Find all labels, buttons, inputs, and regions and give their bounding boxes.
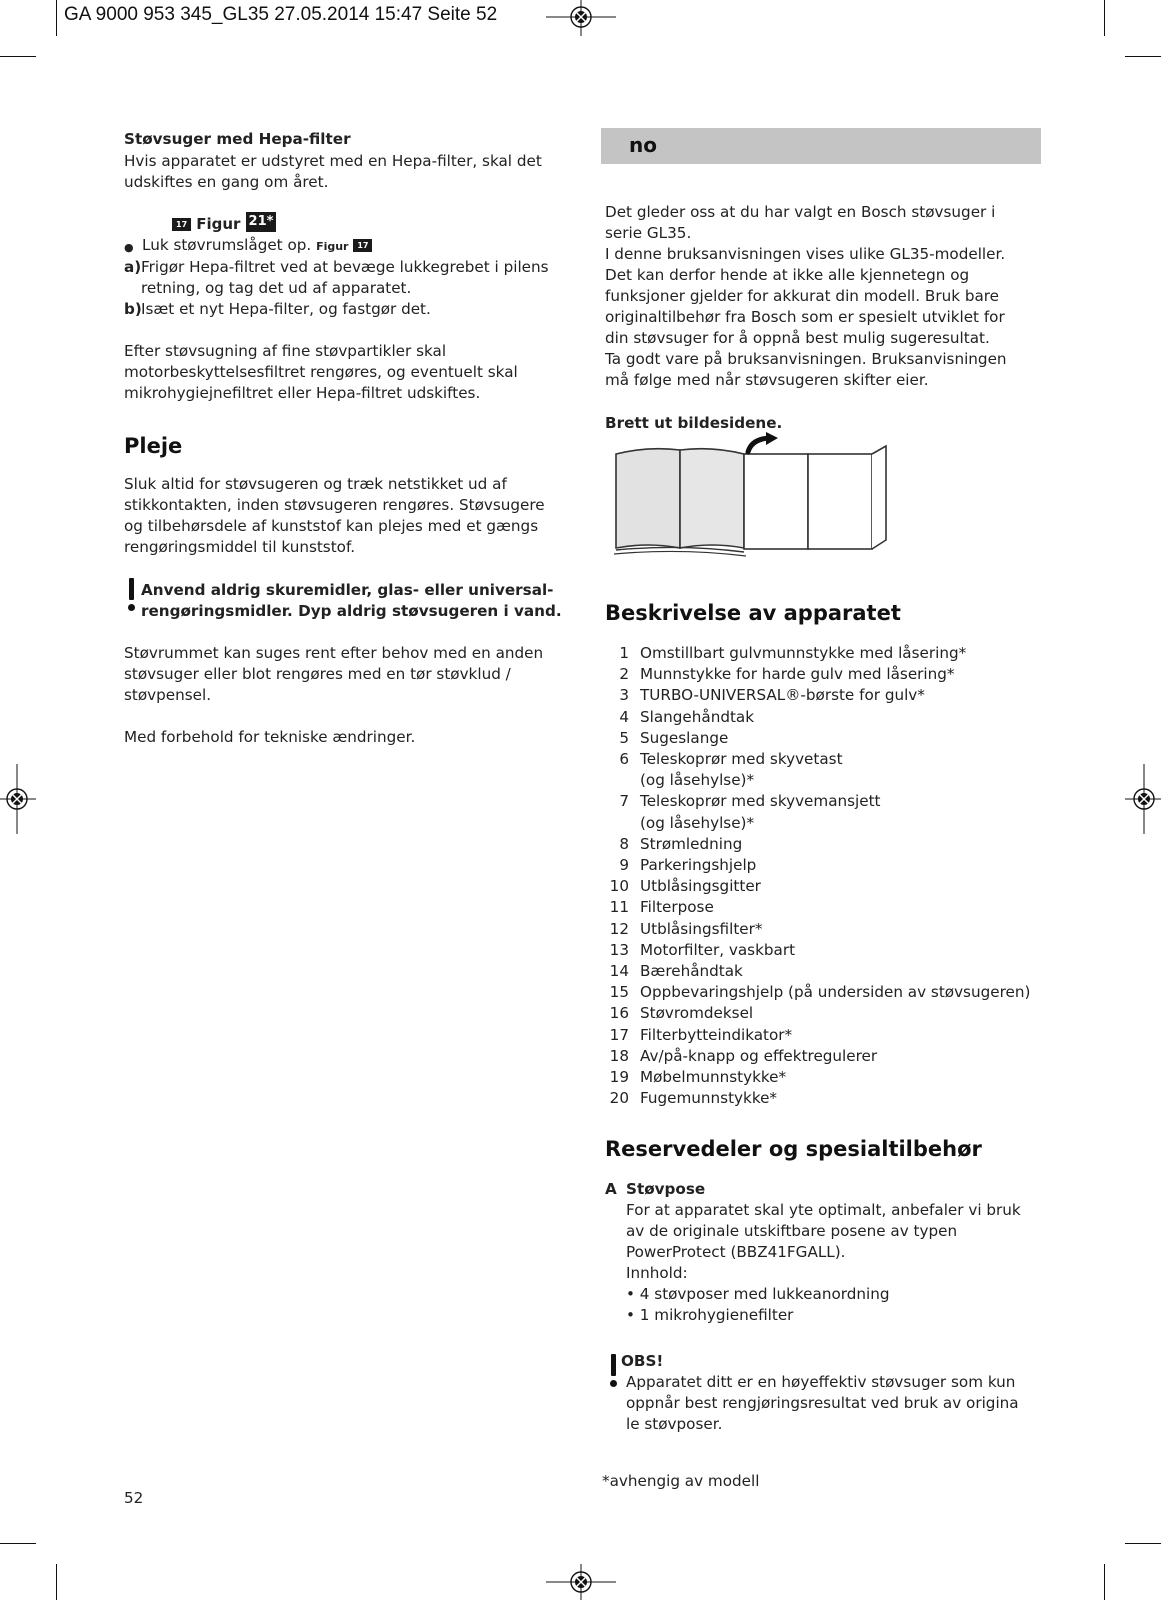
intro-line: I denne bruksanvisningen vises ulike GL35-modeller. [605, 245, 1006, 263]
after-text-line: mikrohygiejnefiltret eller Hepa-filtret udskiftes. [124, 384, 481, 402]
parts-list-text: Oppbevaringshjelp (på undersiden av støvsugeren) [640, 983, 1031, 1002]
parts-list-number: 7 [619, 792, 629, 811]
step-b-text: Isæt et nyt Hepa-filter, og fastgør det. [141, 300, 431, 318]
parts-list-text: Av/på-knapp og effektregulerer [640, 1046, 878, 1065]
figure-badge: 17 [172, 218, 191, 231]
obs-text-line: oppnår best rengjøringsresultat ved bruk av origina [626, 1394, 1019, 1412]
parts-list-number: 19 [609, 1068, 629, 1086]
parts-list-number: 6 [619, 750, 629, 768]
step-a-label: a) [124, 258, 142, 276]
parts-list-number: 3 [619, 686, 629, 705]
intro-line: serie GL35. [605, 224, 692, 242]
parts-list-item [605, 919, 763, 940]
parts-list-item [605, 643, 967, 664]
print-header: GA 9000 953 345_GL35 27.05.2014 15:47 Seite 52 [64, 4, 498, 25]
step-bullet: ● [124, 241, 134, 254]
crop-mark [0, 1543, 36, 1544]
parts-list-text: Strømledning [640, 834, 743, 853]
crop-mark [1104, 0, 1105, 36]
parts-list-item [605, 982, 1031, 1003]
parts-list-text: Fugemunnstykke* [640, 1089, 778, 1108]
parts-list-text: Parkeringshjelp [640, 856, 757, 874]
parts-list-item [605, 834, 743, 855]
parts-list-item [605, 685, 925, 706]
parts-list-item [605, 1003, 754, 1024]
parts-list-item [605, 707, 755, 728]
parts-list-text: Møbelmunnstykke* [640, 1068, 787, 1086]
parts-list-text: Støvromdeksel [640, 1004, 754, 1023]
parts-list-number: 10 [609, 877, 629, 896]
parts-list-item [605, 855, 757, 876]
language-code: no [629, 133, 657, 157]
after-text-line: motorbeskyttelsesfiltret rengøres, og eventuelt skal [124, 363, 518, 381]
figure-label: Figur [196, 215, 241, 233]
figure-label: Figur [316, 240, 349, 253]
parts-list-text: (og låsehylse)* [640, 813, 755, 832]
language-bar [601, 128, 1041, 164]
parts-list-text: Utblåsingsgitter [640, 877, 761, 896]
parts-list-number: 11 [609, 898, 629, 917]
parts-list-number: 13 [609, 940, 629, 959]
dust-text-line: Støvrummet kan suges rent efter behov med en anden [124, 644, 544, 662]
dust-text-line: støvsuger eller blot rengøres med en tør støvklud / [124, 665, 511, 683]
registration-mark-icon [1125, 764, 1161, 834]
intro-line: din støvsuger for å oppnå best mulig sugeresultat. [605, 329, 990, 347]
parts-list-item [605, 961, 743, 982]
parts-list-number: 14 [609, 962, 629, 980]
parts-list-number: 20 [609, 1089, 629, 1108]
step-text-label: Luk støvrumslåget op. [142, 236, 312, 254]
crop-mark [1125, 1543, 1161, 1544]
spare-text-line: • 4 støvposer med lukkeanordning [626, 1285, 890, 1303]
parts-list-text: Filterpose [640, 898, 714, 917]
step-a-text: retning, og tag det ud af apparatet. [141, 279, 412, 297]
spare-text-line: Innhold: [626, 1264, 688, 1282]
parts-list-text: Motorfilter, vaskbart [640, 940, 796, 959]
parts-list-item [605, 897, 714, 918]
intro-line: må følge med når støvsugeren skifter eier. [605, 371, 929, 389]
parts-list-item [605, 728, 729, 749]
parts-list-number: 17 [609, 1025, 629, 1044]
spare-item-title: Støvpose [626, 1180, 706, 1198]
parts-list-text: Bærehåndtak [640, 962, 743, 980]
footnote: *avhengig av modell [602, 1472, 760, 1490]
pleje-text-line: stikkontakten, inden støvsugeren rengøres. Støvsugere [124, 496, 545, 514]
parts-list-text: (og låsehylse)* [640, 771, 755, 790]
section-heading-pleje: Pleje [124, 434, 183, 458]
section-heading-spare-parts: Reservedeler og spesialtilbehør [605, 1137, 982, 1161]
figure-badge: 17 [353, 239, 372, 252]
step-text [142, 235, 372, 257]
spare-text-line: • 1 mikrohygienefilter [626, 1306, 794, 1324]
parts-list-number: 16 [609, 1004, 629, 1023]
crop-mark [56, 1564, 57, 1600]
figure-badge: 21* [246, 212, 277, 232]
warning-text-line: rengøringsmidler. Dyp aldrig støvsugeren i vand. [141, 602, 562, 620]
parts-list-number: 5 [619, 728, 629, 747]
section-heading-description: Beskrivelse av apparatet [605, 601, 901, 625]
parts-list-item [605, 876, 761, 897]
parts-list-text: Slangehåndtak [640, 707, 755, 726]
parts-list-number: 8 [619, 834, 629, 853]
parts-list-text: Teleskoprør med skyvetast [640, 750, 843, 768]
parts-list-text: Filterbytteindikator* [640, 1025, 793, 1044]
intro-line: Det kan derfor hende at ikke alle kjennetegn og [605, 266, 970, 284]
parts-list-text: TURBO-UNIVERSAL®-børste for gulv* [640, 686, 925, 705]
intro-line: Det gleder oss at du har valgt en Bosch støvsuger i [605, 203, 996, 221]
after-text-line: Efter støvsugning af fine støvpartikler skal [124, 342, 447, 360]
parts-list-number: 12 [609, 919, 629, 938]
warning-icon [608, 1354, 620, 1392]
pleje-text-line: rengøringsmiddel til kunststof. [124, 538, 356, 556]
crop-mark [0, 56, 36, 57]
warning-text-line: Anvend aldrig skuremidler, glas- eller universal- [141, 581, 554, 599]
parts-list-item [605, 940, 796, 961]
registration-mark-icon [546, 1564, 616, 1600]
parts-list-number: 15 [609, 983, 629, 1002]
unfold-title: Brett ut bildesidene. [605, 414, 783, 432]
figure-reference [172, 212, 276, 233]
spare-text-line: PowerProtect (BBZ41FGALL). [626, 1243, 846, 1261]
crop-mark [56, 0, 57, 36]
warning-icon [126, 578, 138, 616]
step-a-text: Frigør Hepa-filtret ved at bevæge lukkegrebet i pilens [141, 258, 549, 276]
parts-list-number: 4 [619, 707, 629, 726]
registration-mark-icon [0, 764, 36, 834]
intro-line: funksjoner gjelder for akkurat din modell. Bruk bare [605, 287, 1000, 305]
spare-text-line: For at apparatet skal yte optimalt, anbefaler vi bruk [626, 1201, 1021, 1219]
intro-line: originaltilbehør fra Bosch som er spesielt utviklet for [605, 308, 1005, 326]
hepa-text-line: udskiftes en gang om året. [124, 173, 329, 191]
hepa-title: Støvsuger med Hepa-filter [124, 130, 351, 148]
fold-out-pages-illustration [612, 432, 902, 557]
crop-mark [1104, 1564, 1105, 1600]
parts-list-item [605, 664, 955, 685]
registration-mark-icon [546, 0, 616, 36]
obs-title: OBS! [621, 1352, 664, 1370]
parts-list-number: 9 [619, 856, 629, 874]
parts-list-text: Teleskoprør med skyvemansjett [640, 792, 881, 811]
obs-text-line: Apparatet ditt er en høyeffektiv støvsuger som kun [626, 1373, 1016, 1391]
pleje-text-line: Sluk altid for støvsugeren og træk netstikket ud af [124, 475, 507, 493]
intro-line: Ta godt vare på bruksanvisningen. Bruksanvisningen [605, 350, 1007, 368]
parts-list-number: 1 [619, 644, 629, 662]
spare-text-line: av de originale utskiftbare posene av typen [626, 1222, 958, 1240]
parts-list-item [605, 1088, 778, 1109]
parts-list-text: Sugeslange [640, 728, 729, 747]
reservation-note: Med forbehold for tekniske ændringer. [124, 728, 416, 746]
dust-text-line: støvpensel. [124, 686, 212, 704]
parts-list-item [605, 1046, 878, 1067]
crop-mark [1125, 56, 1161, 57]
parts-list-number: 2 [619, 665, 629, 684]
parts-list-text: Munnstykke for harde gulv med låsering* [640, 665, 955, 684]
obs-text-line: le støvposer. [626, 1415, 723, 1433]
spare-item-label: A [605, 1180, 617, 1198]
hepa-text-line: Hvis apparatet er udstyret med en Hepa-filter, skal det [124, 152, 542, 170]
parts-list-text: Utblåsingsfilter* [640, 919, 763, 938]
parts-list-text: Omstillbart gulvmunnstykke med låsering* [640, 644, 967, 662]
page-number: 52 [124, 1489, 144, 1507]
parts-list-number: 18 [609, 1046, 629, 1065]
step-b-label: b) [124, 300, 142, 318]
parts-list-item [605, 749, 843, 791]
pleje-text-line: og tilbehørsdele af kunststof kan plejes med et gængs [124, 517, 539, 535]
parts-list-item [605, 1025, 793, 1046]
parts-list-item [605, 1067, 787, 1088]
parts-list-item [605, 791, 881, 833]
